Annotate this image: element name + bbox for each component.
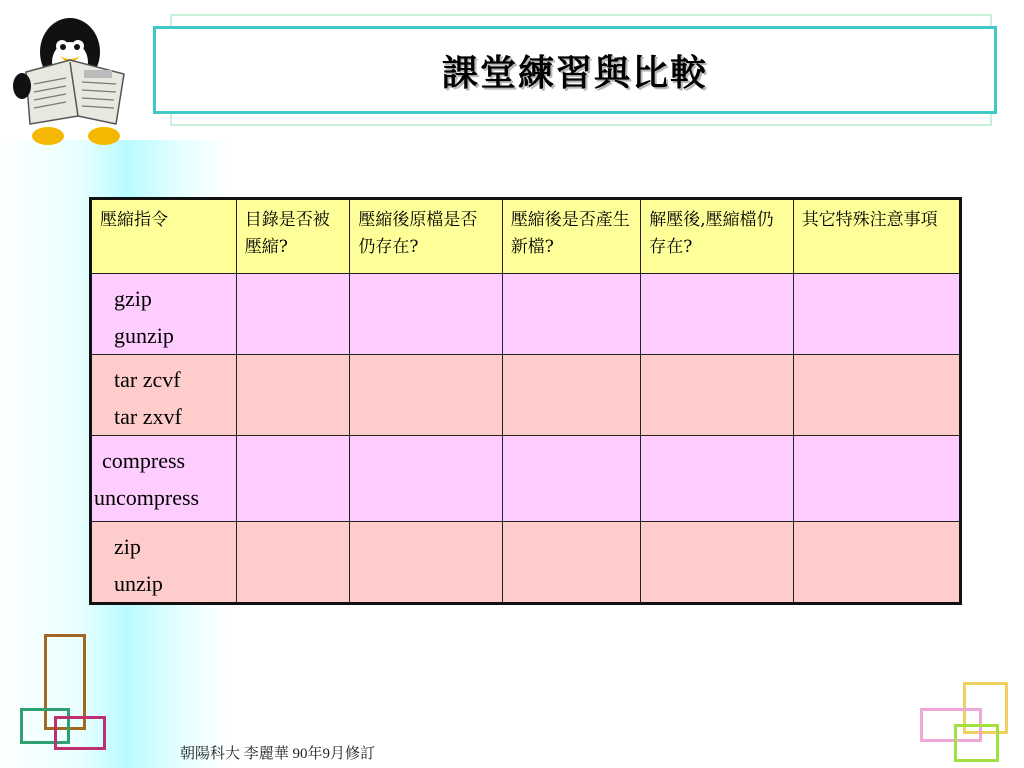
- table-row: [91, 355, 961, 436]
- command-cell: [91, 274, 237, 355]
- empty-cell[interactable]: [641, 274, 793, 355]
- command-cell: [91, 355, 237, 436]
- empty-cell[interactable]: [793, 274, 960, 355]
- command-name: gunzip: [114, 323, 174, 348]
- empty-cell[interactable]: [793, 436, 960, 522]
- command-name: uncompress: [94, 485, 200, 510]
- empty-cell[interactable]: [236, 522, 350, 604]
- header-cell: 其它特殊注意事項: [793, 199, 960, 274]
- command-cell: [91, 522, 237, 604]
- command-name: unzip: [114, 571, 163, 596]
- command-name: compress: [102, 448, 186, 473]
- table-header-row: [91, 199, 961, 274]
- empty-cell[interactable]: [236, 355, 350, 436]
- empty-cell[interactable]: [236, 436, 350, 522]
- table-row: [91, 436, 961, 522]
- header-cell: 壓縮後是否產生新檔?: [502, 199, 640, 274]
- command-name: tar zcvf: [114, 367, 181, 392]
- slide-title: 課堂練習與比較: [441, 51, 708, 94]
- command-name: tar zxvf: [114, 404, 182, 429]
- empty-cell[interactable]: [641, 522, 793, 604]
- empty-cell[interactable]: [793, 355, 960, 436]
- table-row: [91, 522, 961, 604]
- empty-cell[interactable]: [350, 355, 502, 436]
- penguin-reading-newspaper-icon: [8, 12, 143, 147]
- command-name: gzip: [114, 286, 152, 311]
- decor-square: [54, 716, 106, 750]
- header-cell: 壓縮後原檔是否仍存在?: [350, 199, 502, 274]
- command-cell: [91, 436, 237, 522]
- empty-cell[interactable]: [502, 355, 640, 436]
- empty-cell[interactable]: [236, 274, 350, 355]
- table-row: [91, 274, 961, 355]
- comparison-table: [89, 197, 962, 605]
- empty-cell[interactable]: [502, 436, 640, 522]
- empty-cell[interactable]: [350, 436, 502, 522]
- command-name: zip: [114, 534, 141, 559]
- empty-cell[interactable]: [502, 274, 640, 355]
- empty-cell[interactable]: [641, 436, 793, 522]
- header-cell: 解壓後,壓縮檔仍存在?: [641, 199, 793, 274]
- title-box: [153, 26, 997, 114]
- empty-cell[interactable]: [502, 522, 640, 604]
- empty-cell[interactable]: [350, 274, 502, 355]
- empty-cell[interactable]: [350, 522, 502, 604]
- header-cell: 目錄是否被壓縮?: [236, 199, 350, 274]
- empty-cell[interactable]: [641, 355, 793, 436]
- footer-text: 朝陽科大 李麗華 90年9月修訂: [180, 746, 376, 762]
- header-cell: 壓縮指令: [91, 199, 237, 274]
- empty-cell[interactable]: [793, 522, 960, 604]
- decor-square: [954, 724, 999, 762]
